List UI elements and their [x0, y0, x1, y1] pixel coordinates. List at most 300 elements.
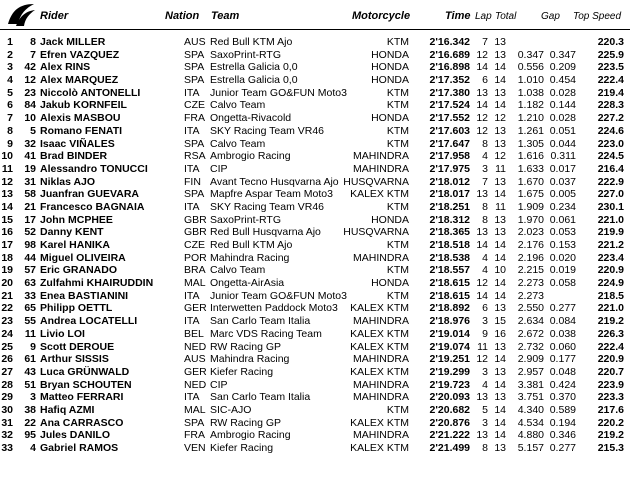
- rider-number-cell: 44: [24, 251, 36, 264]
- rider-number-cell: 58: [24, 188, 36, 201]
- lap-cell: 13: [476, 429, 488, 442]
- gap-previous-cell: 0.044: [549, 137, 576, 150]
- position-cell: 33: [1, 442, 13, 454]
- time-cell: 2'19.251: [429, 353, 470, 366]
- header-divider: [0, 29, 630, 30]
- gap-first-cell: 1.675: [517, 188, 544, 201]
- lap-cell: 3: [482, 365, 488, 378]
- rider-number-cell: 22: [24, 416, 36, 429]
- position-cell: 28: [1, 378, 13, 391]
- lap-cell: 7: [482, 36, 488, 48]
- top-speed-cell: 224.9: [597, 277, 624, 290]
- nation-cell: SPA: [184, 188, 205, 201]
- time-cell: 2'18.012: [429, 175, 470, 188]
- time-cell: 2'16.898: [429, 61, 470, 74]
- team-cell: CIP: [210, 162, 228, 175]
- motorcycle-cell: MAHINDRA: [352, 162, 409, 175]
- rider-number-cell: 98: [24, 239, 36, 251]
- rider-name-cell: Luca GRÜNWALD: [40, 365, 130, 378]
- rider-name-cell: Karel HANIKA: [40, 239, 111, 251]
- rider-number-cell: 11: [24, 327, 36, 340]
- nation-cell: MAL: [184, 403, 206, 416]
- col-header-total: Total: [495, 11, 517, 22]
- lap-cell: 7: [482, 175, 488, 188]
- nation-cell: ITA: [184, 289, 200, 302]
- lap-cell: 13: [476, 188, 488, 201]
- gap-previous-cell: 0.061: [549, 213, 576, 226]
- gap-first-cell: 1.305: [517, 137, 544, 150]
- lap-cell: 6: [482, 74, 488, 87]
- rider-number-cell: 84: [24, 99, 36, 112]
- rider-number-cell: 10: [24, 112, 36, 125]
- rider-name-cell: Alexis MASBOU: [40, 112, 121, 125]
- rider-number-cell: 3: [30, 391, 36, 404]
- gap-first-cell: 2.176: [517, 239, 544, 251]
- table-row: [0, 201, 630, 214]
- rider-name-cell: Juanfran GUEVARA: [40, 188, 139, 201]
- gap-first-cell: 0.347: [517, 48, 544, 61]
- table-row: [0, 49, 630, 62]
- total-laps-cell: 14: [494, 416, 506, 429]
- rider-name-cell: Niklas AJO: [40, 175, 96, 188]
- lap-cell: 11: [477, 340, 488, 353]
- lap-cell: 4: [482, 264, 488, 277]
- nation-cell: AUS: [184, 36, 206, 48]
- motorcycle-cell: KALEX KTM: [350, 442, 409, 454]
- rider-number-cell: 33: [24, 289, 36, 302]
- nation-cell: POR: [184, 251, 207, 264]
- position-cell: 14: [1, 200, 13, 213]
- rider-name-cell: Alessandro TONUCCI: [40, 162, 148, 175]
- lap-cell: 14: [476, 99, 488, 112]
- rider-number-cell: 19: [24, 162, 36, 175]
- top-speed-cell: 220.2: [597, 416, 624, 429]
- nation-cell: SPA: [184, 61, 205, 74]
- time-cell: 2'18.251: [429, 200, 470, 213]
- total-laps-cell: 13: [494, 213, 506, 226]
- nation-cell: FIN: [184, 175, 201, 188]
- table-row: [0, 188, 630, 201]
- gap-first-cell: 2.909: [517, 353, 544, 366]
- gap-first-cell: 3.381: [517, 378, 544, 391]
- motorcycle-cell: HONDA: [371, 277, 409, 290]
- position-cell: 16: [1, 226, 13, 239]
- rider-number-cell: 12: [24, 74, 36, 87]
- top-speed-cell: 216.4: [597, 162, 624, 175]
- table-row: [0, 87, 630, 100]
- table-row: [0, 417, 630, 430]
- table-row: [0, 353, 630, 366]
- gap-first-cell: 1.633: [517, 162, 544, 175]
- table-row: [0, 61, 630, 74]
- motorcycle-cell: MAHINDRA: [352, 353, 409, 366]
- gap-previous-cell: 0.209: [549, 61, 576, 74]
- rider-number-cell: 65: [24, 302, 36, 315]
- total-laps-cell: 13: [494, 365, 506, 378]
- rider-name-cell: Brad BINDER: [40, 150, 108, 163]
- gap-previous-cell: 0.028: [549, 112, 576, 125]
- time-cell: 2'19.299: [429, 365, 470, 378]
- nation-cell: GER: [184, 365, 207, 378]
- table-row: [0, 125, 630, 138]
- lap-cell: 12: [476, 112, 488, 125]
- top-speed-cell: 220.9: [597, 353, 624, 366]
- time-cell: 2'17.352: [429, 74, 470, 87]
- position-cell: 5: [7, 86, 13, 99]
- total-laps-cell: 14: [494, 378, 506, 391]
- time-cell: 2'18.557: [429, 264, 470, 277]
- rider-name-cell: Romano FENATI: [40, 124, 123, 137]
- nation-cell: ITA: [184, 391, 200, 404]
- lap-cell: 14: [476, 239, 488, 251]
- table-row: [0, 404, 630, 417]
- rider-name-cell: Jack MILLER: [40, 36, 106, 48]
- gap-previous-cell: 0.017: [549, 162, 576, 175]
- top-speed-cell: 226.3: [597, 327, 624, 340]
- nation-cell: NED: [184, 340, 207, 353]
- time-cell: 2'17.958: [429, 150, 470, 163]
- lap-cell: 12: [476, 353, 488, 366]
- position-cell: 31: [1, 416, 13, 429]
- gap-first-cell: 2.550: [517, 302, 544, 315]
- nation-cell: AUS: [184, 353, 206, 366]
- position-cell: 32: [1, 429, 13, 442]
- rider-name-cell: Gabriel RAMOS: [40, 442, 119, 454]
- time-cell: 2'18.538: [429, 251, 470, 264]
- motorcycle-cell: KTM: [386, 403, 409, 416]
- position-cell: 29: [1, 391, 13, 404]
- position-cell: 13: [1, 188, 13, 201]
- lap-cell: 5: [482, 403, 488, 416]
- time-cell: 2'17.647: [429, 137, 470, 150]
- team-cell: Calvo Team: [210, 99, 266, 112]
- nation-cell: CZE: [184, 239, 205, 251]
- team-cell: Kiefer Racing: [210, 365, 274, 378]
- gap-previous-cell: 0.028: [549, 86, 576, 99]
- gap-first-cell: 2.273: [517, 277, 544, 290]
- total-laps-cell: 13: [494, 86, 506, 99]
- gap-previous-cell: 0.060: [549, 340, 576, 353]
- table-row: [0, 429, 630, 442]
- rider-name-cell: Danny KENT: [40, 226, 104, 239]
- nation-cell: SPA: [184, 137, 205, 150]
- col-header-motorcycle: Motorcycle: [352, 10, 411, 22]
- team-cell: Mapfre Aspar Team Moto3: [210, 188, 333, 201]
- table-row: [0, 163, 630, 176]
- time-cell: 2'21.499: [429, 442, 470, 454]
- total-laps-cell: 12: [494, 150, 506, 163]
- gap-first-cell: 2.023: [517, 226, 544, 239]
- nation-cell: VEN: [184, 442, 206, 454]
- total-laps-cell: 13: [494, 442, 506, 454]
- rider-name-cell: Philipp OETTL: [40, 302, 113, 315]
- team-cell: CIP: [210, 378, 228, 391]
- gap-previous-cell: 0.194: [549, 416, 576, 429]
- time-cell: 2'17.524: [429, 99, 470, 112]
- lap-cell: 14: [476, 61, 488, 74]
- team-cell: Mahindra Racing: [210, 251, 290, 264]
- top-speed-cell: 222.9: [597, 175, 624, 188]
- lap-cell: 8: [482, 213, 488, 226]
- rider-name-cell: Matteo FERRARI: [40, 391, 124, 404]
- rider-name-cell: Isaac VIÑALES: [40, 137, 115, 150]
- top-speed-cell: 227.2: [597, 112, 624, 125]
- total-laps-cell: 11: [495, 162, 506, 175]
- team-cell: Interwetten Paddock Moto3: [210, 302, 338, 315]
- rider-name-cell: Scott DEROUE: [40, 340, 115, 353]
- nation-cell: MAL: [184, 277, 206, 290]
- table-row: [0, 264, 630, 277]
- team-cell: San Carlo Team Italia: [210, 391, 311, 404]
- nation-cell: BEL: [184, 327, 204, 340]
- rider-number-cell: 55: [24, 315, 36, 328]
- total-laps-cell: 10: [494, 264, 506, 277]
- gap-previous-cell: 0.144: [549, 99, 576, 112]
- nation-cell: SPA: [184, 48, 205, 61]
- total-laps-cell: 14: [494, 289, 506, 302]
- gap-first-cell: 1.261: [517, 124, 544, 137]
- gap-first-cell: 1.616: [517, 150, 544, 163]
- rider-number-cell: 5: [30, 124, 36, 137]
- time-cell: 2'20.876: [429, 416, 470, 429]
- position-cell: 7: [7, 112, 13, 125]
- gap-first-cell: 2.957: [517, 365, 544, 378]
- total-laps-cell: 13: [494, 175, 506, 188]
- rider-name-cell: Alex MARQUEZ: [40, 74, 119, 87]
- nation-cell: NED: [184, 378, 207, 391]
- lap-cell: 12: [476, 124, 488, 137]
- nation-cell: ITA: [184, 315, 200, 328]
- team-cell: Ongetta-AirAsia: [210, 277, 285, 290]
- total-laps-cell: 13: [494, 340, 506, 353]
- nation-cell: ITA: [184, 162, 200, 175]
- top-speed-cell: 227.0: [597, 188, 624, 201]
- table-row: [0, 214, 630, 227]
- lap-cell: 4: [482, 378, 488, 391]
- lap-cell: 6: [482, 302, 488, 315]
- top-speed-cell: 220.9: [597, 264, 624, 277]
- rider-number-cell: 95: [24, 429, 36, 442]
- lap-cell: 13: [476, 226, 488, 239]
- rider-name-cell: Enea BASTIANINI: [40, 289, 129, 302]
- position-cell: 25: [1, 340, 13, 353]
- total-laps-cell: 14: [494, 277, 506, 290]
- time-cell: 2'19.723: [429, 378, 470, 391]
- position-cell: 2: [7, 48, 13, 61]
- table-row: [0, 391, 630, 404]
- rider-name-cell: Livio LOI: [40, 327, 85, 340]
- motorcycle-cell: MAHINDRA: [352, 150, 409, 163]
- gap-first-cell: 2.672: [517, 327, 544, 340]
- table-row: [0, 150, 630, 163]
- team-cell: Junior Team GO&FUN Moto3: [210, 289, 347, 302]
- time-cell: 2'21.222: [429, 429, 470, 442]
- top-speed-cell: 219.4: [597, 86, 624, 99]
- gap-first-cell: 0.556: [517, 61, 544, 74]
- motorcycle-cell: KTM: [386, 289, 409, 302]
- rider-name-cell: Arthur SISSIS: [40, 353, 109, 366]
- team-cell: Ambrogio Racing: [210, 429, 291, 442]
- motorcycle-cell: MAHINDRA: [352, 429, 409, 442]
- col-header-nation: Nation: [165, 10, 200, 22]
- position-cell: 24: [1, 327, 13, 340]
- position-cell: 17: [1, 239, 13, 251]
- motorcycle-cell: MAHINDRA: [352, 251, 409, 264]
- nation-cell: ITA: [184, 124, 200, 137]
- top-speed-cell: 223.0: [597, 137, 624, 150]
- motorcycle-cell: HUSQVARNA: [343, 226, 409, 239]
- time-cell: 2'17.552: [429, 112, 470, 125]
- team-cell: Ambrogio Racing: [210, 150, 291, 163]
- top-speed-cell: 228.3: [597, 99, 624, 112]
- position-cell: 11: [1, 162, 13, 175]
- motorcycle-cell: KTM: [386, 36, 409, 48]
- table-row: [0, 315, 630, 328]
- gap-first-cell: 4.880: [517, 429, 544, 442]
- lap-cell: 3: [482, 162, 488, 175]
- table-row: [0, 302, 630, 315]
- position-cell: 21: [1, 289, 13, 302]
- gap-previous-cell: 0.234: [549, 200, 576, 213]
- table-row: [0, 99, 630, 112]
- position-cell: 20: [1, 277, 13, 290]
- top-speed-cell: 217.6: [597, 403, 624, 416]
- top-speed-cell: 224.5: [597, 150, 624, 163]
- motorcycle-cell: MAHINDRA: [352, 315, 409, 328]
- time-cell: 2'17.975: [429, 162, 470, 175]
- position-cell: 12: [1, 175, 13, 188]
- motorcycle-cell: KALEX KTM: [350, 416, 409, 429]
- team-cell: Kiefer Racing: [210, 442, 274, 454]
- position-cell: 26: [1, 353, 13, 366]
- rider-number-cell: 51: [24, 378, 36, 391]
- motorcycle-cell: KALEX KTM: [350, 327, 409, 340]
- team-cell: Red Bull KTM Ajo: [210, 36, 293, 48]
- gap-first-cell: 1.909: [517, 200, 544, 213]
- rider-number-cell: 43: [24, 365, 36, 378]
- rider-name-cell: Efren VAZQUEZ: [40, 48, 120, 61]
- position-cell: 9: [7, 137, 13, 150]
- gap-previous-cell: 0.177: [549, 353, 576, 366]
- time-cell: 2'18.615: [429, 277, 470, 290]
- nation-cell: ITA: [184, 86, 200, 99]
- lap-cell: 3: [482, 416, 488, 429]
- total-laps-cell: 15: [494, 315, 506, 328]
- gap-first-cell: 5.157: [517, 442, 544, 454]
- gap-previous-cell: 0.058: [549, 277, 576, 290]
- gap-first-cell: 2.273: [517, 289, 544, 302]
- lap-cell: 12: [476, 277, 488, 290]
- gap-previous-cell: 0.048: [549, 365, 576, 378]
- nation-cell: CZE: [184, 99, 205, 112]
- rider-number-cell: 17: [24, 213, 36, 226]
- results-header: [0, 0, 630, 34]
- motorcycle-cell: KALEX KTM: [350, 302, 409, 315]
- rider-number-cell: 63: [24, 277, 36, 290]
- position-cell: 18: [1, 251, 13, 264]
- nation-cell: GBR: [184, 213, 207, 226]
- top-speed-cell: 220.7: [597, 365, 624, 378]
- motorcycle-cell: KTM: [386, 124, 409, 137]
- rider-name-cell: Ana CARRASCO: [40, 416, 124, 429]
- position-cell: 30: [1, 403, 13, 416]
- table-row: [0, 176, 630, 189]
- motorcycle-cell: HUSQVARNA: [343, 175, 409, 188]
- gap-first-cell: 1.670: [517, 175, 544, 188]
- nation-cell: ITA: [184, 200, 200, 213]
- rider-number-cell: 4: [30, 442, 36, 454]
- nation-cell: FRA: [184, 112, 205, 125]
- team-cell: San Carlo Team Italia: [210, 315, 311, 328]
- table-row: [0, 341, 630, 354]
- gap-previous-cell: 0.153: [549, 239, 576, 251]
- table-row: [0, 112, 630, 125]
- motorcycle-cell: HONDA: [371, 112, 409, 125]
- position-cell: 15: [1, 213, 13, 226]
- total-laps-cell: 13: [494, 226, 506, 239]
- table-row: [0, 277, 630, 290]
- lap-cell: 9: [482, 327, 488, 340]
- col-header-team: Team: [211, 10, 240, 22]
- table-row: [0, 442, 630, 455]
- gap-previous-cell: 0.038: [549, 327, 576, 340]
- rider-number-cell: 23: [24, 86, 36, 99]
- team-cell: Estrella Galicia 0,0: [210, 61, 298, 74]
- gap-previous-cell: 0.311: [550, 150, 576, 163]
- team-cell: Calvo Team: [210, 264, 266, 277]
- motogp-logo-icon: [6, 2, 36, 28]
- nation-cell: GBR: [184, 226, 207, 239]
- lap-cell: 3: [482, 315, 488, 328]
- gap-previous-cell: 0.346: [549, 429, 576, 442]
- position-cell: 10: [1, 150, 13, 163]
- time-cell: 2'19.014: [429, 327, 470, 340]
- total-laps-cell: 13: [494, 36, 506, 48]
- top-speed-cell: 223.5: [597, 61, 624, 74]
- rider-name-cell: Eric GRANADO: [40, 264, 118, 277]
- rider-name-cell: John MCPHEE: [40, 213, 113, 226]
- gap-previous-cell: 0.019: [549, 264, 576, 277]
- motorcycle-cell: HONDA: [371, 48, 409, 61]
- rider-number-cell: 7: [30, 48, 36, 61]
- col-header-time: Time: [445, 10, 471, 22]
- rider-name-cell: Jakub KORNFEIL: [40, 99, 127, 112]
- total-laps-cell: 14: [494, 188, 506, 201]
- top-speed-cell: 223.3: [597, 391, 624, 404]
- top-speed-cell: 220.3: [597, 36, 624, 48]
- nation-cell: BRA: [184, 264, 206, 277]
- lap-cell: 13: [476, 391, 488, 404]
- rider-name-cell: Miguel OLIVEIRA: [40, 251, 126, 264]
- table-row: [0, 379, 630, 392]
- position-cell: 8: [7, 124, 13, 137]
- time-cell: 2'20.682: [429, 403, 470, 416]
- nation-cell: SPA: [184, 74, 205, 87]
- nation-cell: FRA: [184, 429, 205, 442]
- total-laps-cell: 13: [494, 391, 506, 404]
- time-cell: 2'18.892: [429, 302, 470, 315]
- total-laps-cell: 14: [494, 74, 506, 87]
- motorcycle-cell: KTM: [386, 86, 409, 99]
- gap-previous-cell: 0.277: [549, 302, 576, 315]
- rider-number-cell: 9: [30, 340, 36, 353]
- motorcycle-cell: KALEX KTM: [350, 365, 409, 378]
- position-cell: 19: [1, 264, 13, 277]
- total-laps-cell: 14: [494, 403, 506, 416]
- rider-number-cell: 52: [24, 226, 36, 239]
- rider-name-cell: Alex RINS: [40, 61, 91, 74]
- total-laps-cell: 13: [494, 302, 506, 315]
